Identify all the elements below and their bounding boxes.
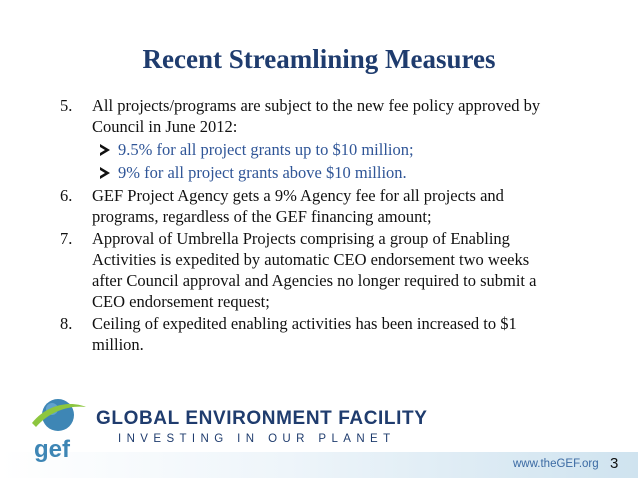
- item-line: Ceiling of expedited enabling activities has been increased to $1: [92, 314, 517, 333]
- slide-body: [60, 95, 620, 356]
- logo-text: gef: [34, 436, 70, 463]
- org-tagline: INVESTING IN OUR PLANET: [118, 433, 396, 445]
- item-number: 8.: [60, 314, 73, 333]
- item-number: 5.: [60, 96, 73, 115]
- sub-item-text: 9% for all project grants above $10 million.: [118, 163, 407, 182]
- item-line: Activities is expedited by automatic CEO endorsement two weeks: [92, 250, 530, 269]
- item-line: programs, regardless of the GEF financing amount;: [92, 207, 432, 226]
- item-line: million.: [92, 335, 144, 354]
- gef-logo-icon: [28, 393, 88, 463]
- list-item-8: [60, 313, 620, 355]
- item-line: Approval of Umbrella Projects comprising a group of Enabling: [92, 229, 510, 248]
- list-item-6: [60, 185, 620, 227]
- item-number: 6.: [60, 186, 73, 205]
- item-line: CEO endorsement request;: [92, 292, 270, 311]
- item-line: All projects/programs are subject to the new fee policy approved by: [92, 96, 541, 115]
- sub-item: [60, 162, 620, 183]
- sub-item: [60, 139, 620, 160]
- sub-item-text: 9.5% for all project grants up to $10 million;: [118, 140, 414, 159]
- list-item-7: [60, 228, 620, 312]
- website-link[interactable]: www.theGEF.org: [513, 458, 599, 470]
- slide-title: Recent Streamlining Measures: [142, 44, 496, 74]
- list-item-5: [60, 95, 620, 137]
- org-name: GLOBAL ENVIRONMENT FACILITY: [96, 408, 428, 429]
- page-number: 3: [610, 455, 619, 472]
- item-line: after Council approval and Agencies no longer required to submit a: [92, 271, 537, 290]
- item-line: GEF Project Agency gets a 9% Agency fee for all projects and: [92, 186, 504, 205]
- item-line: Council in June 2012:: [92, 117, 238, 136]
- arrow-bullet-icon: [100, 144, 110, 156]
- item-number: 7.: [60, 229, 73, 248]
- arrow-bullet-icon: [100, 167, 110, 179]
